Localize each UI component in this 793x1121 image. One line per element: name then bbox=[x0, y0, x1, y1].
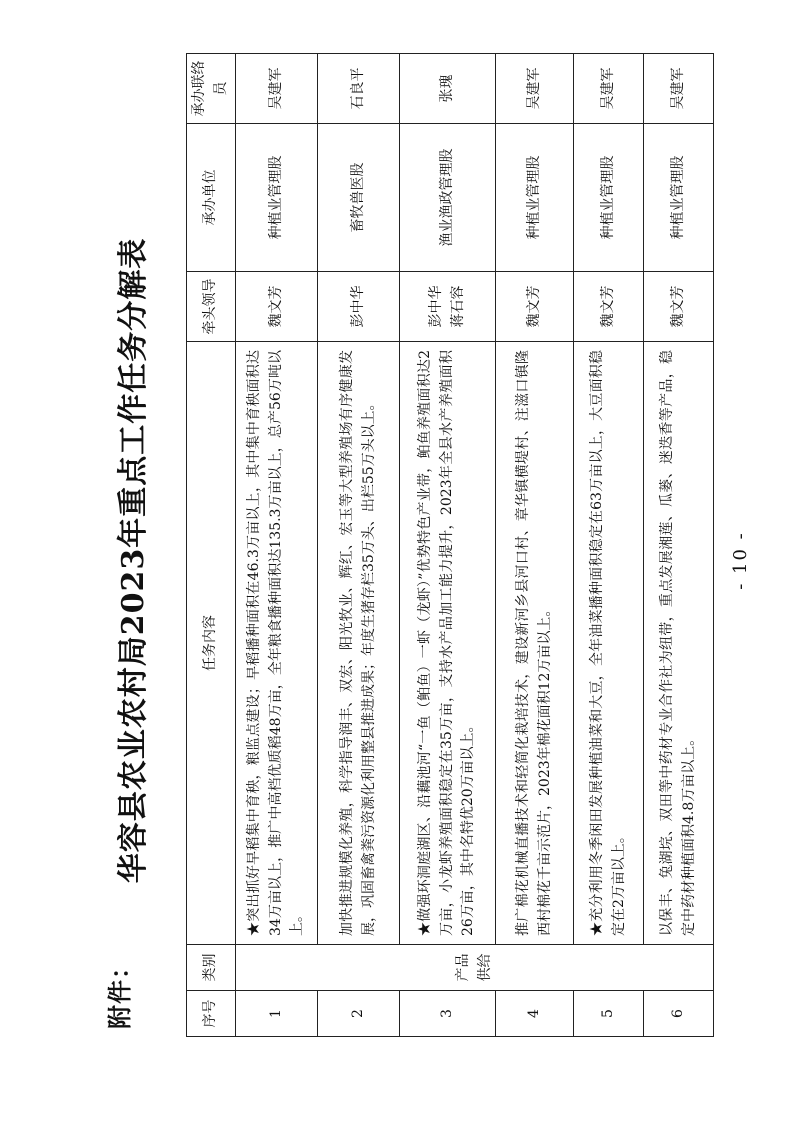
row-content: ★充分利用冬季闲田发展种植油菜和大豆，全年油菜播种面积稳定在63万亩以上，大豆面积稳定在2万亩以上。 bbox=[574, 342, 644, 945]
row-lead: 魏文芳 bbox=[496, 272, 574, 342]
row-no: 6 bbox=[644, 991, 714, 1037]
table-row bbox=[318, 54, 400, 1037]
header-category: 类别 bbox=[187, 945, 236, 991]
row-no: 4 bbox=[496, 991, 574, 1037]
attachment-label: 附件： bbox=[105, 954, 134, 1029]
row-unit: 种植业管理股 bbox=[236, 124, 318, 272]
row-liaison: 吴建军 bbox=[644, 54, 714, 124]
row-content: ★突出抓好早稻集中育秧，粮监点建设；早稻播种面积在46.3万亩以上，其中集中育秧面积达34万亩以上，推广中高档优质稻48万亩，全年粮食播种面积达135.3万亩以上，总产56万吨以上。 bbox=[236, 342, 318, 945]
row-no: 1 bbox=[236, 991, 318, 1037]
row-unit: 种植业管理股 bbox=[496, 124, 574, 272]
row-liaison: 吴建军 bbox=[236, 54, 318, 124]
task-table bbox=[186, 53, 714, 1037]
row-unit: 种植业管理股 bbox=[574, 124, 644, 272]
row-lead: 彭中华 bbox=[318, 272, 400, 342]
row-lead: 魏文芳 bbox=[574, 272, 644, 342]
header-no: 序号 bbox=[187, 991, 236, 1037]
header-lead: 牵头领导 bbox=[187, 272, 236, 342]
row-unit: 畜牧兽医股 bbox=[318, 124, 400, 272]
row-liaison: 吴建军 bbox=[496, 54, 574, 124]
header-liaison: 承办联络员 bbox=[187, 54, 236, 124]
row-no: 5 bbox=[574, 991, 644, 1037]
table-row bbox=[644, 54, 714, 1037]
row-liaison: 张瑰 bbox=[400, 54, 496, 124]
header-unit: 承办单位 bbox=[187, 124, 236, 272]
row-content: 加快推进规模化养殖，科学指导润丰、双宏、阳光牧业、辉红、宏玉等大型养殖场有序健康发展，巩固畜禽粪污资源化利用整县推进成果；年度生猪存栏35万头、出栏55万头以上。 bbox=[318, 342, 400, 945]
row-lead: 彭中华 蒋石容 bbox=[400, 272, 496, 342]
row-lead: 魏文芳 bbox=[236, 272, 318, 342]
table-row bbox=[400, 54, 496, 1037]
row-lead: 魏文芳 bbox=[644, 272, 714, 342]
table-row bbox=[496, 54, 574, 1037]
table-header-row bbox=[187, 54, 236, 1037]
row-no: 3 bbox=[400, 991, 496, 1037]
row-content: 以保丰、兔湖垸、双田等中药材专业合作社为纽带，重点发展湘莲、瓜蒌、迷迭香等产品，稳定中药材种植面积4.8万亩以上。 bbox=[644, 342, 714, 945]
page-number: - 10 - bbox=[730, 531, 751, 590]
row-content: ★做强环洞庭湖区、沿藕池河“一鱼（鲌鱼）一虾（龙虾）”优势特色产业带，鲌鱼养殖面积达2万亩，小龙虾养殖面积稳定在35万亩，支持水产品加工能力提升，2023年全县水产养殖面积26万亩，其中名特优20万亩以上。 bbox=[400, 342, 496, 945]
page-title: 华容县农业农村局2023年重点工作任务分解表 bbox=[116, 237, 151, 884]
table-row bbox=[574, 54, 644, 1037]
row-liaison: 吴建军 bbox=[574, 54, 644, 124]
row-content: 推广棉花机械直播技术和轻简化栽培技术，建设新河乡县河口村、章华镇横堤村、注滋口镇隆西村棉花千亩示范片，2023年棉花面积12万亩以上。 bbox=[496, 342, 574, 945]
category-cell: 产品供给 bbox=[236, 945, 714, 991]
row-no: 2 bbox=[318, 991, 400, 1037]
table-row bbox=[236, 54, 318, 1037]
header-content: 任务内容 bbox=[187, 342, 236, 945]
row-unit: 种植业管理股 bbox=[644, 124, 714, 272]
row-liaison: 石良平 bbox=[318, 54, 400, 124]
row-unit: 渔业渔政管理股 bbox=[400, 124, 496, 272]
